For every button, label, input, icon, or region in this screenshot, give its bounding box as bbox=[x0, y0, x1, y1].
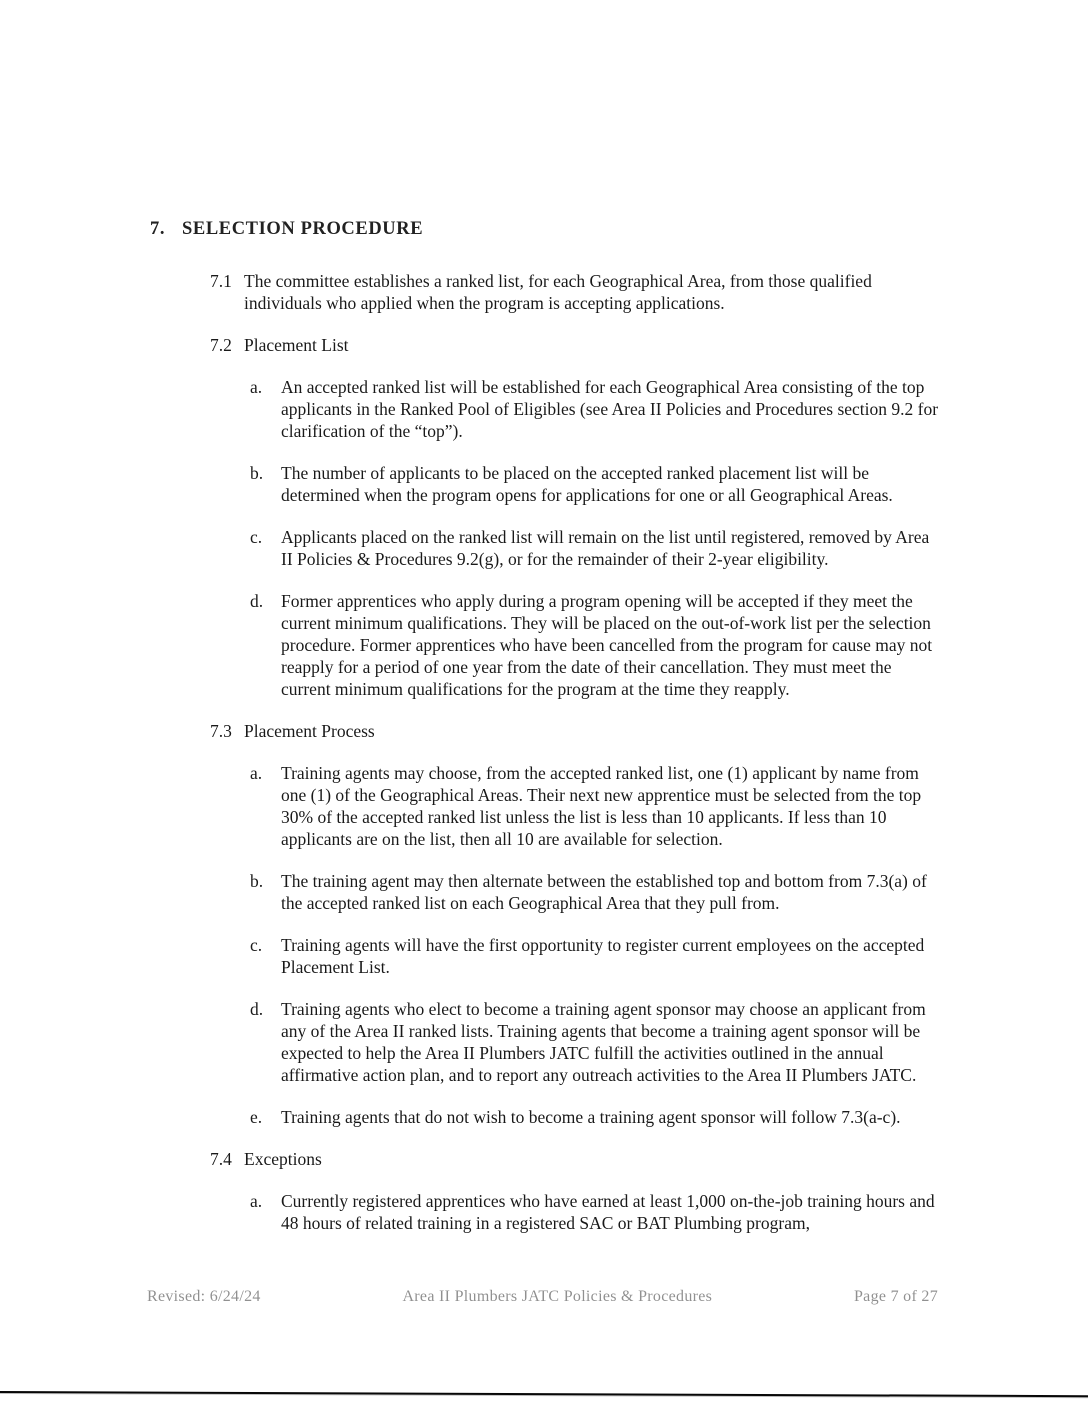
item-label: a. bbox=[250, 377, 263, 397]
list-item-7-3-d bbox=[250, 998, 942, 1086]
section-7-2 bbox=[210, 334, 940, 356]
item-text: The number of applicants to be placed on the accepted ranked placement list will be determined when the program opens for applications for one or all Geographical Areas. bbox=[281, 463, 893, 505]
heading-number: 7. bbox=[150, 219, 166, 239]
scan-edge-line bbox=[0, 1391, 1088, 1397]
footer-page-number: Page 7 of 27 bbox=[853, 1288, 938, 1305]
section-number: 7.1 bbox=[210, 271, 232, 291]
section-number: 7.2 bbox=[210, 335, 232, 355]
list-item-7-2-c bbox=[250, 526, 942, 570]
section-text: The committee establishes a ranked list, for each Geographical Area, from those qualified individuals who applied when the program is accepting applications. bbox=[244, 271, 872, 313]
document-body bbox=[0, 218, 1088, 1254]
item-label: c. bbox=[250, 935, 263, 955]
footer-document-title: Area II Plumbers JATC Policies & Procedures bbox=[402, 1288, 713, 1305]
item-text: The training agent may then alternate between the established top and bottom from 7.3(a) of the accepted ranked list on each Geographical Area that they pull from. bbox=[281, 871, 927, 913]
list-item-7-2-b bbox=[250, 462, 942, 506]
item-label: d. bbox=[250, 999, 264, 1019]
item-label: e. bbox=[250, 1107, 263, 1127]
item-label: a. bbox=[250, 763, 263, 783]
list-item-7-3-e bbox=[250, 1106, 942, 1128]
section-heading bbox=[150, 218, 1088, 240]
list-item-7-2-d bbox=[250, 590, 942, 700]
section-title: Exceptions bbox=[244, 1149, 322, 1169]
item-label: a. bbox=[250, 1191, 263, 1211]
item-text: Training agents will have the first opportunity to register current employees on the accepted Placement List. bbox=[281, 935, 925, 977]
footer-revised-date: Revised: 6/24/24 bbox=[147, 1288, 261, 1305]
item-text: Former apprentices who apply during a program opening will be accepted if they meet the current minimum qualifications. They will be placed on the out-of-work list per the selection procedure. Former apprentices who have been cancelled from the program for cause may not reapply for a period of one year from the date of their cancellation. They must meet the current minimum qualifications for the program at the time they reapply. bbox=[281, 591, 933, 699]
list-item-7-3-b bbox=[250, 870, 942, 914]
section-number: 7.4 bbox=[210, 1149, 232, 1169]
item-label: d. bbox=[250, 591, 264, 611]
item-text: Currently registered apprentices who have earned at least 1,000 on-the-job training hours and 48 hours of related training in a registered SAC or BAT Plumbing program, bbox=[281, 1191, 935, 1233]
page-footer bbox=[147, 1288, 938, 1306]
list-item-7-3-c bbox=[250, 934, 942, 978]
section-7-3 bbox=[210, 720, 940, 742]
item-label: b. bbox=[250, 463, 264, 483]
item-text: Training agents who elect to become a training agent sponsor may choose an applicant from any of the Area II ranked lists. Training agents that become a training agent sponsor will be expected to help the Area II Plumbers JATC fulfill the activities outlined in the annual affirmative action plan, and to report any outreach activities to the Area II Plumbers JATC. bbox=[281, 999, 926, 1085]
section-title: Placement List bbox=[244, 335, 349, 355]
item-text: Training agents that do not wish to become a training agent sponsor will follow 7.3(a-c). bbox=[281, 1107, 901, 1127]
list-item-7-4-a bbox=[250, 1190, 942, 1234]
item-text: Training agents may choose, from the accepted ranked list, one (1) applicant by name from one (1) of the Geographical Areas. Their next new apprentice must be selected from the top 30% of the accepted ranked list unless the list is less than 10 applicants. If less than 10 applicants are on the list, then all 10 are available for selection. bbox=[281, 763, 922, 849]
section-7-1 bbox=[210, 270, 940, 314]
list-item-7-2-a bbox=[250, 376, 942, 442]
section-7-4 bbox=[210, 1148, 940, 1170]
heading-title: SELECTION PROCEDURE bbox=[182, 219, 424, 239]
item-label: b. bbox=[250, 871, 264, 891]
item-label: c. bbox=[250, 527, 263, 547]
section-number: 7.3 bbox=[210, 721, 232, 741]
section-title: Placement Process bbox=[244, 721, 375, 741]
item-text: Applicants placed on the ranked list will remain on the list until registered, removed by Area II Policies & Procedures 9.2(g), or for the remainder of their 2-year eligibility. bbox=[281, 527, 930, 569]
item-text: An accepted ranked list will be established for each Geographical Area consisting of the top applicants in the Ranked Pool of Eligibles (see Area II Policies and Procedures section 9.2 for clarification of the “top”). bbox=[281, 377, 939, 441]
list-item-7-3-a bbox=[250, 762, 942, 850]
